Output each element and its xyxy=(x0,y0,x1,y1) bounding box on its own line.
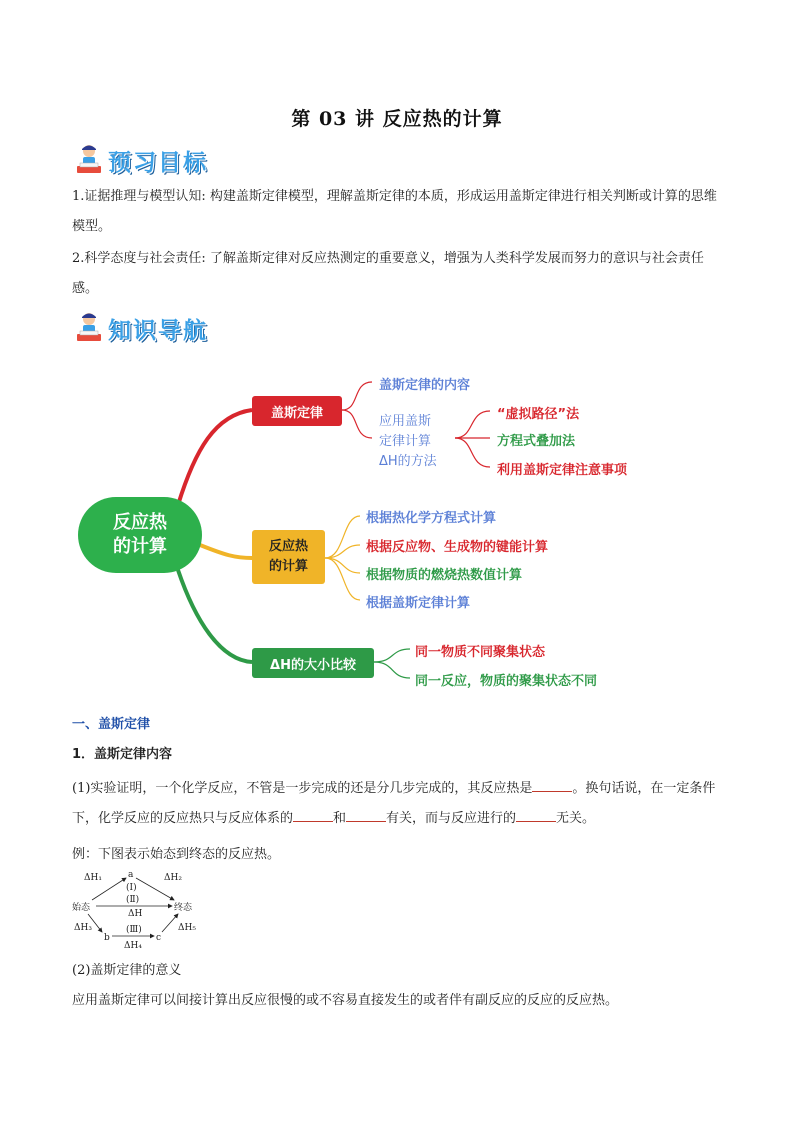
mindmap-item: 盖斯定律的内容 xyxy=(379,378,471,393)
dh4-label: ΔH₄ xyxy=(124,941,142,950)
dh3-label: ΔH₃ xyxy=(74,923,92,933)
paragraph-1: (1)实验证明，一个化学反应，不管是一步完成的还是分几步完成的，其反应热是 。换句话说，在一定条件下，化学反应的反应热只与反应体系的 和 有关，而与反应进行的 无关。 xyxy=(72,774,727,834)
goal-2: 2.科学态度与社会责任: 了解盖斯定律对反应热测定的重要意义，增强为人类科学发展而努力的意识与社会责任感。 xyxy=(72,251,704,296)
node-c-label: c xyxy=(156,933,162,943)
subsection-heading: 1．盖斯定律内容 xyxy=(72,747,173,762)
dh2-label: ΔH₂ xyxy=(164,873,182,883)
dh1-label: ΔH₁ xyxy=(84,873,102,883)
end-state-label: 终态 xyxy=(174,903,193,913)
fill-blank[interactable] xyxy=(293,807,333,822)
fill-blank[interactable] xyxy=(346,807,386,822)
example-text: 例：下图表示始态到终态的反应热。 xyxy=(72,847,281,862)
fill-blank[interactable] xyxy=(532,777,572,792)
path-2-label: (Ⅱ) xyxy=(126,895,140,905)
mindmap-item: 根据反应物、生成物的键能计算 xyxy=(366,540,549,555)
hess-path-diagram xyxy=(70,868,210,950)
section-heading: 一、盖斯定律 xyxy=(72,717,151,732)
mindmap-subitem: “虚拟路径”法 xyxy=(497,407,580,422)
goals-section-header xyxy=(72,142,208,178)
mindmap-branch-hess: 盖斯定律 xyxy=(252,396,342,426)
mindmap-item: 应用盖斯定律计算ΔH的方法 xyxy=(379,414,437,469)
mindmap-root: 反应热的计算 xyxy=(78,497,202,573)
mindmap-item: 同一反应，物质的聚集状态不同 xyxy=(415,674,598,689)
page-title: 第 03 讲 反应热的计算 xyxy=(291,108,503,130)
goals-heading: 预习目标 xyxy=(108,149,208,176)
node-a-label: a xyxy=(128,870,134,880)
dh-label: ΔH xyxy=(128,909,143,919)
mindmap-subitem: 方程式叠加法 xyxy=(497,434,576,449)
dh5-label: ΔH₅ xyxy=(178,923,196,933)
mindmap-branch-calc: 反应热的计算 xyxy=(252,530,325,584)
student-icon xyxy=(72,143,106,177)
mindmap-item: 根据物质的燃烧热数值计算 xyxy=(366,568,523,583)
student-icon xyxy=(72,311,106,345)
paragraph-3: 应用盖斯定律可以间接计算出反应很慢的或不容易直接发生的或者伴有副反应的反应的反应热。 xyxy=(72,993,619,1008)
fill-blank[interactable] xyxy=(516,807,556,822)
mindmap-item: 根据盖斯定律计算 xyxy=(366,596,471,611)
path-1-label: (Ⅰ) xyxy=(126,883,137,893)
node-b-label: b xyxy=(104,933,110,943)
mindmap-subitem: 利用盖斯定律注意事项 xyxy=(497,463,628,478)
nav-heading: 知识导航 xyxy=(108,317,208,344)
mindmap-branch-compare: ΔH的大小比较 xyxy=(252,648,374,678)
start-state-label: 始态 xyxy=(72,903,91,913)
mindmap-item: 根据热化学方程式计算 xyxy=(366,511,497,526)
path-3-label: (Ⅲ) xyxy=(126,925,142,935)
mindmap-item: 同一物质不同聚集状态 xyxy=(415,645,546,660)
paragraph-2: (2)盖斯定律的意义 xyxy=(72,963,182,978)
nav-section-header xyxy=(72,310,208,346)
goal-1: 1.证据推理与模型认知: 构建盖斯定律模型，理解盖斯定律的本质，形成运用盖斯定律进行相关判断或计算的思维模型。 xyxy=(72,189,717,234)
